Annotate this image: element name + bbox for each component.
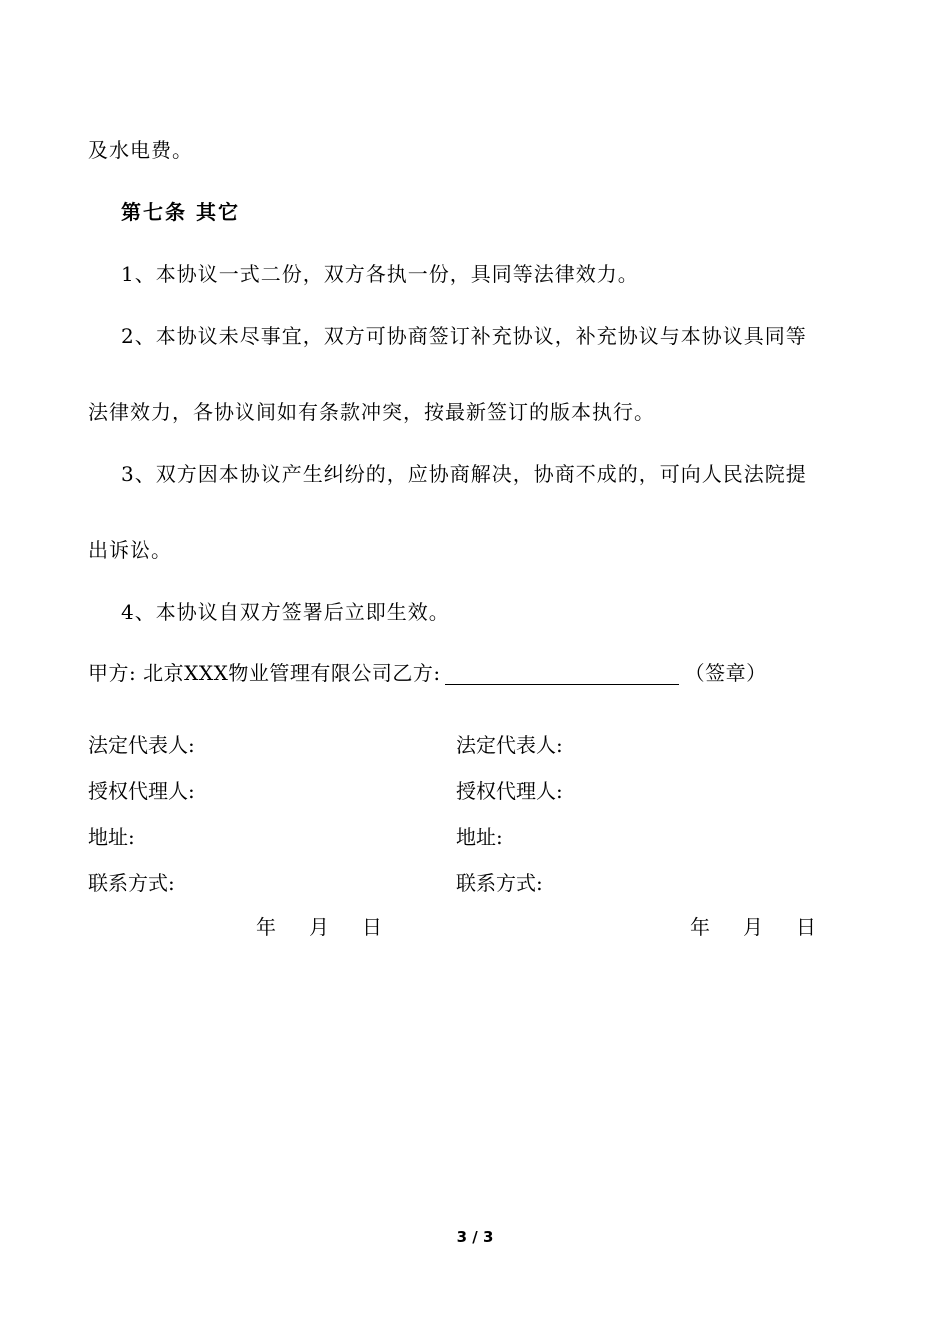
article-7-heading: 第七条 其它: [121, 200, 240, 224]
clause-1: 1、本协议一式二份，双方各执一份，具同等法律效力。: [121, 262, 639, 286]
clause-2-line-2: 法律效力，各协议间如有条款冲突，按最新签订的版本执行。: [88, 400, 655, 424]
clause-4: 4、本协议自双方签署后立即生效。: [121, 600, 450, 624]
party-a-year: 年: [256, 915, 276, 939]
party-a-day: 日: [362, 915, 382, 939]
party-b-date: [690, 915, 849, 939]
party-b-signature-blank[interactable]: [445, 660, 679, 685]
parties-line: [88, 660, 767, 685]
seal-note: （签章）: [684, 661, 767, 685]
party-a-agent: 授权代理人:: [88, 779, 195, 803]
party-b-label: 乙方:: [392, 661, 441, 685]
party-b-year: 年: [690, 915, 710, 939]
clause-2-line-1: 2、本协议未尽事宜，双方可协商签订补充协议，补充协议与本协议具同等: [121, 324, 807, 348]
party-b-contact: 联系方式:: [456, 871, 543, 895]
party-b-legal-rep: 法定代表人:: [456, 733, 563, 757]
party-b-address: 地址:: [456, 825, 503, 849]
party-a-contact: 联系方式:: [88, 871, 175, 895]
continuation-text: 及水电费。: [88, 138, 193, 162]
party-a-month: 月: [309, 915, 329, 939]
party-b-month: 月: [743, 915, 763, 939]
party-b-day: 日: [796, 915, 816, 939]
party-b-agent: 授权代理人:: [456, 779, 563, 803]
party-a-label: 甲方:: [88, 661, 137, 685]
party-a-date: [256, 915, 415, 939]
party-a-address: 地址:: [88, 825, 135, 849]
party-a-legal-rep: 法定代表人:: [88, 733, 195, 757]
clause-3-line-2: 出诉讼。: [88, 538, 172, 562]
clause-3-line-1: 3、双方因本协议产生纠纷的，应协商解决，协商不成的，可向人民法院提: [121, 462, 807, 486]
page-number: 3 / 3: [456, 1228, 494, 1246]
party-a-name: 北京XXX物业管理有限公司: [143, 661, 393, 685]
